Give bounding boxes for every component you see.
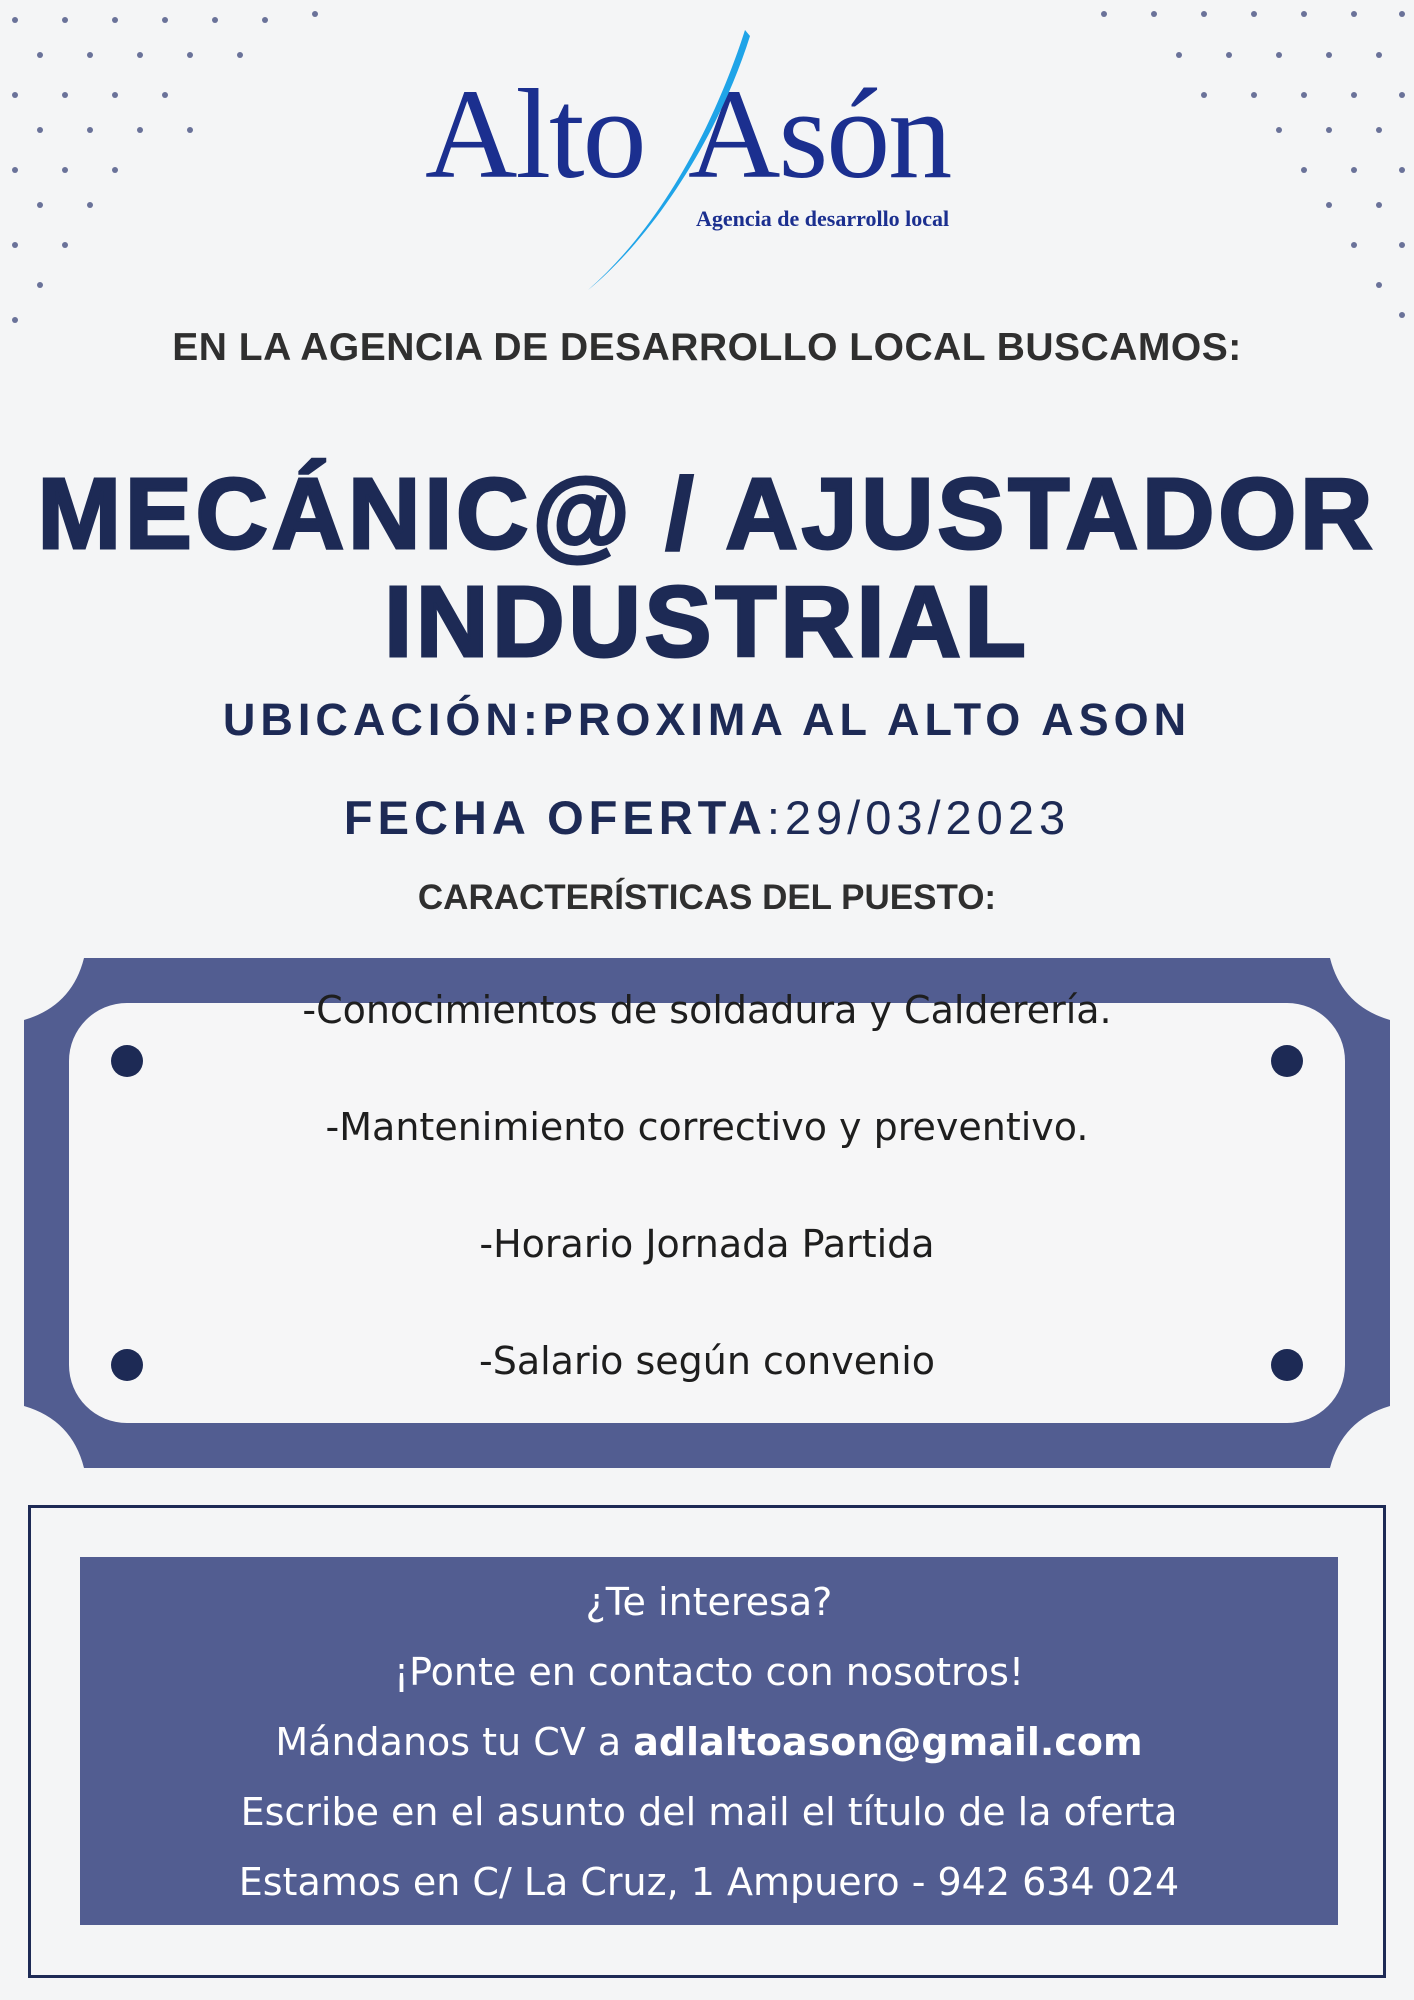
logo-subtitle: Agencia de desarrollo local — [696, 206, 950, 231]
intro-heading: EN LA AGENCIA DE DESARROLLO LOCAL BUSCAMOS: — [172, 326, 1242, 369]
job-title-line-2: INDUSTRIAL — [384, 566, 1030, 678]
features-list — [24, 990, 1390, 1458]
features-panel — [24, 958, 1390, 1468]
contact-box — [80, 1557, 1338, 1925]
features-heading: CARACTERÍSTICAS DEL PUESTO: — [417, 878, 997, 917]
dot-pattern-left — [0, 0, 330, 340]
logo-word-ason: Asón — [688, 63, 951, 205]
contact-address: Estamos en C/ La Cruz, 1 Ampuero - 942 634 024 — [238, 1860, 1180, 1904]
offer-date-value: :29/03/2023 — [766, 791, 1071, 844]
feature-item: -Salario según convenio — [479, 1339, 935, 1383]
contact-send-cv — [80, 1707, 1338, 1777]
alto-ason-logo — [420, 28, 1000, 293]
dot-pattern-right — [1084, 0, 1414, 340]
contact-email-link[interactable]: adlaltoason@gmail.com — [633, 1720, 1143, 1764]
feature-item: -Conocimientos de soldadura y Calderería. — [302, 988, 1112, 1032]
feature-item: -Horario Jornada Partida — [479, 1222, 935, 1266]
contact-subject-instruction: Escribe en el asunto del mail el título de la oferta — [240, 1790, 1178, 1834]
swoosh-icon — [420, 28, 1000, 293]
feature-item: -Mantenimiento correctivo y preventivo. — [325, 1105, 1089, 1149]
location-line: UBICACIÓN:PROXIMA AL ALTO ASON — [222, 694, 1192, 745]
offer-date — [0, 790, 1414, 845]
offer-date-label: FECHA OFERTA — [343, 791, 767, 844]
send-cv-prefix: Mándanos tu CV a — [275, 1720, 634, 1764]
logo-word-alto: Alto — [425, 63, 645, 205]
job-title-line-1: MECÁNIC@ / AJUSTADOR — [37, 458, 1377, 570]
contact-call-to-action: ¡Ponte en contacto con nosotros! — [393, 1650, 1025, 1694]
job-title — [0, 460, 1414, 676]
contact-question: ¿Te interesa? — [585, 1580, 833, 1624]
